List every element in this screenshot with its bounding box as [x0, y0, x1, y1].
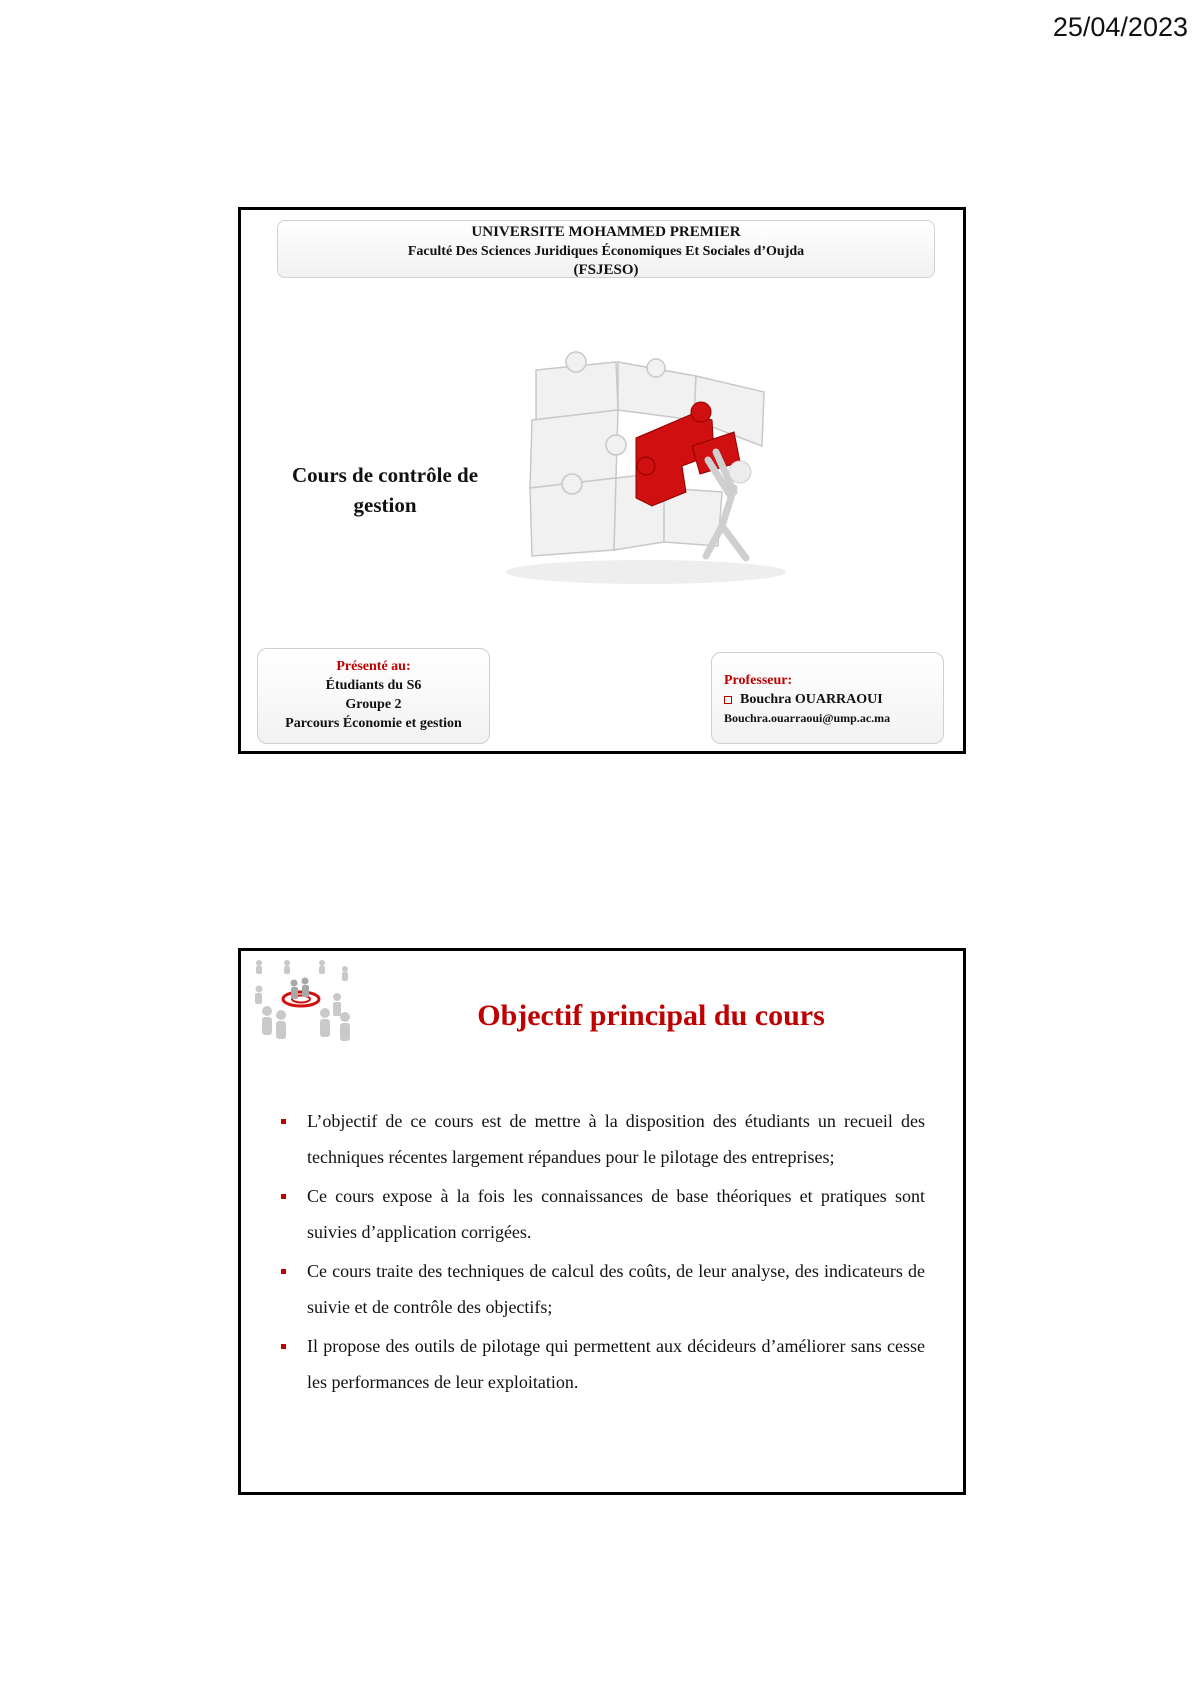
checkbox-bullet-icon: [724, 696, 732, 704]
bullet-icon: [281, 1119, 286, 1124]
university-name: UNIVERSITE MOHAMMED PREMIER: [471, 224, 741, 240]
audience: Étudiants du S6: [325, 678, 422, 693]
puzzle-illustration: [496, 350, 786, 590]
presented-label: Présenté au:: [336, 659, 411, 674]
list-item: Ce cours traite des techniques de calcul des coûts, de leur analyse, des indicateurs de suivie et de contrôle des objectifs;: [281, 1253, 925, 1325]
list-item: Il propose des outils de pilotage qui permettent aux décideurs d’améliorer sans cesse les performances de leur exploitation.: [281, 1328, 925, 1400]
professor-label: Professeur:: [724, 673, 793, 688]
group: Groupe 2: [345, 697, 402, 712]
slide-objective: [238, 948, 966, 1495]
objective-list: [281, 1103, 925, 1403]
list-item: Ce cours expose à la fois les connaissances de base théoriques et pratiques sont suivies d’application corrigées.: [281, 1178, 925, 1250]
faculty-abbr: (FSJESO): [573, 262, 639, 278]
professor-box: [711, 652, 944, 744]
bullet-icon: [281, 1194, 286, 1199]
print-date: 25/04/2023: [1052, 12, 1188, 42]
faculty-name: Faculté Des Sciences Juridiques Économiques Et Sociales d’Oujda: [407, 244, 805, 259]
track: Parcours Économie et gestion: [285, 716, 462, 731]
course-title: Cours de contrôle de gestion: [291, 463, 479, 517]
people-target-icon: [247, 955, 357, 1045]
presented-to-box: [257, 648, 490, 744]
professor-email: Bouchra.ouarraoui@ump.ac.ma: [724, 711, 891, 725]
list-item: L’objectif de ce cours est de mettre à la disposition des étudiants un recueil des techniques récentes largement répandues pour le pilotage des entreprises;: [281, 1103, 925, 1175]
slide-title: Objectif principal du cours: [477, 999, 825, 1032]
university-header: [277, 220, 935, 278]
bullet-icon: [281, 1269, 286, 1274]
professor-name: Bouchra OUARRAOUI: [740, 692, 883, 707]
bullet-icon: [281, 1344, 286, 1349]
slide-title: [238, 207, 966, 754]
